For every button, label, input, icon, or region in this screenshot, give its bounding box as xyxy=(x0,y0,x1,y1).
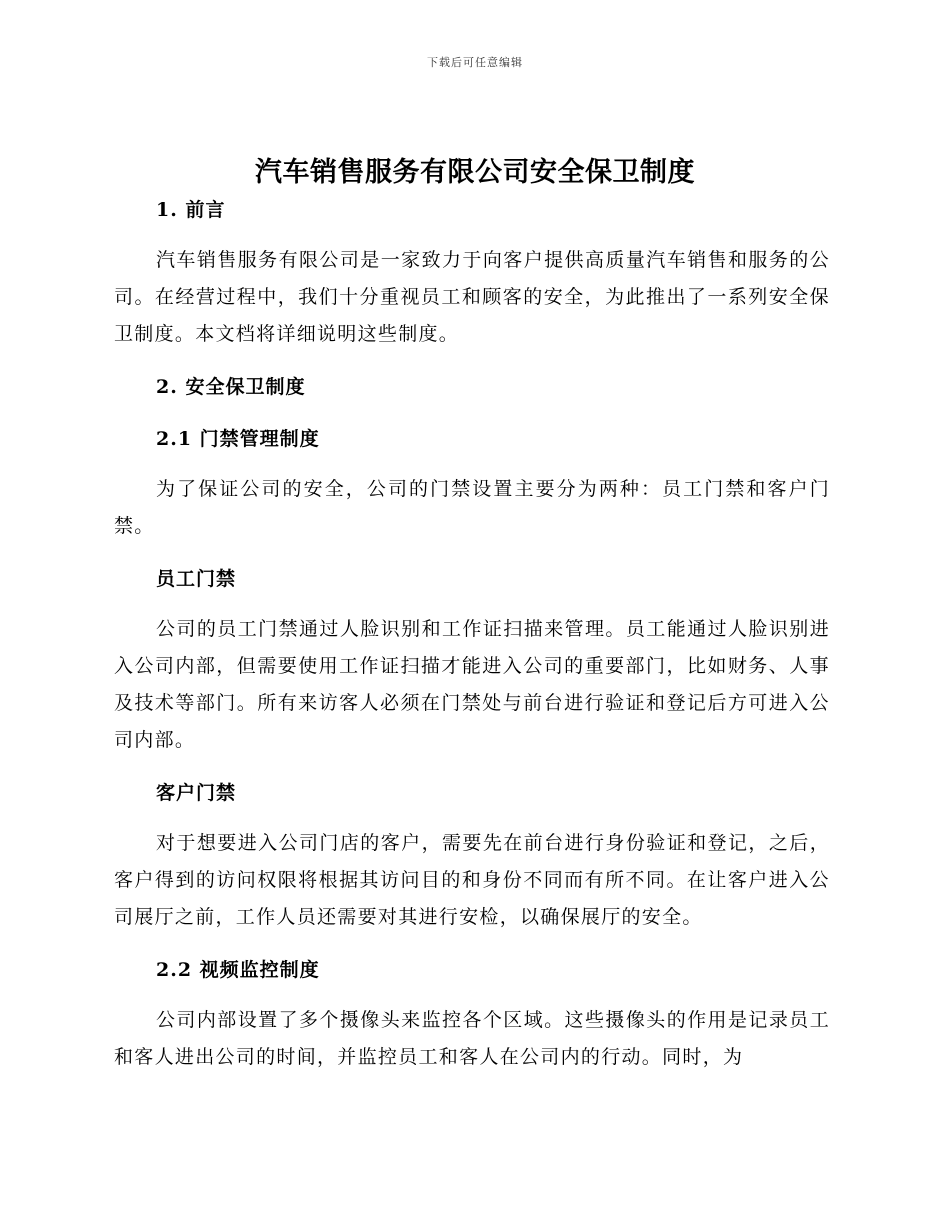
section-heading-employee-access: 员工门禁 xyxy=(156,568,237,590)
document-title: 汽车销售服务有限公司安全保卫制度 xyxy=(255,157,695,188)
section-heading-customer-access: 客户门禁 xyxy=(156,782,237,804)
header-note: 下载后可任意编辑 xyxy=(427,56,523,69)
paragraph-access-control: 为了保证公司的安全，公司的门禁设置主要分为两种：员工门禁和客户门禁。 xyxy=(114,478,830,537)
document-body xyxy=(114,192,830,1076)
paragraph-employee-access: 公司的员工门禁通过人脸识别和工作证扫描来管理。员工能通过人脸识别进入公司内部，但需要使用工作证扫描才能进入公司的重要部门，比如财务、人事及技术等部门。所有来访客人必须在门禁处与前台进行验证和登记后方可进入公司内部。 xyxy=(114,618,830,751)
paragraph-preface: 汽车销售服务有限公司是一家致力于向客户提供高质量汽车销售和服务的公司。在经营过程中，我们十分重视员工和顾客的安全，为此推出了一系列安全保卫制度。本文档将详细说明这些制度。 xyxy=(114,249,830,345)
paragraph-video-surveillance: 公司内部设置了多个摄像头来监控各个区域。这些摄像头的作用是记录员工和客人进出公司的时间，并监控员工和客人在公司内的行动。同时，为 xyxy=(114,1009,830,1068)
section-heading-video-surveillance: 2.2 视频监控制度 xyxy=(156,959,320,981)
paragraph-customer-access: 对于想要进入公司门店的客户，需要先在前台进行身份验证和登记，之后，客户得到的访问权限将根据其访问目的和身份不同而有所不同。在让客户进入公司展厅之前，工作人员还需要对其进行安检，以确保展厅的安全。 xyxy=(114,832,830,928)
section-heading-access-control: 2.1 门禁管理制度 xyxy=(156,428,320,450)
section-heading-preface: 1. 前言 xyxy=(156,199,226,221)
section-heading-security-system: 2. 安全保卫制度 xyxy=(156,376,306,398)
